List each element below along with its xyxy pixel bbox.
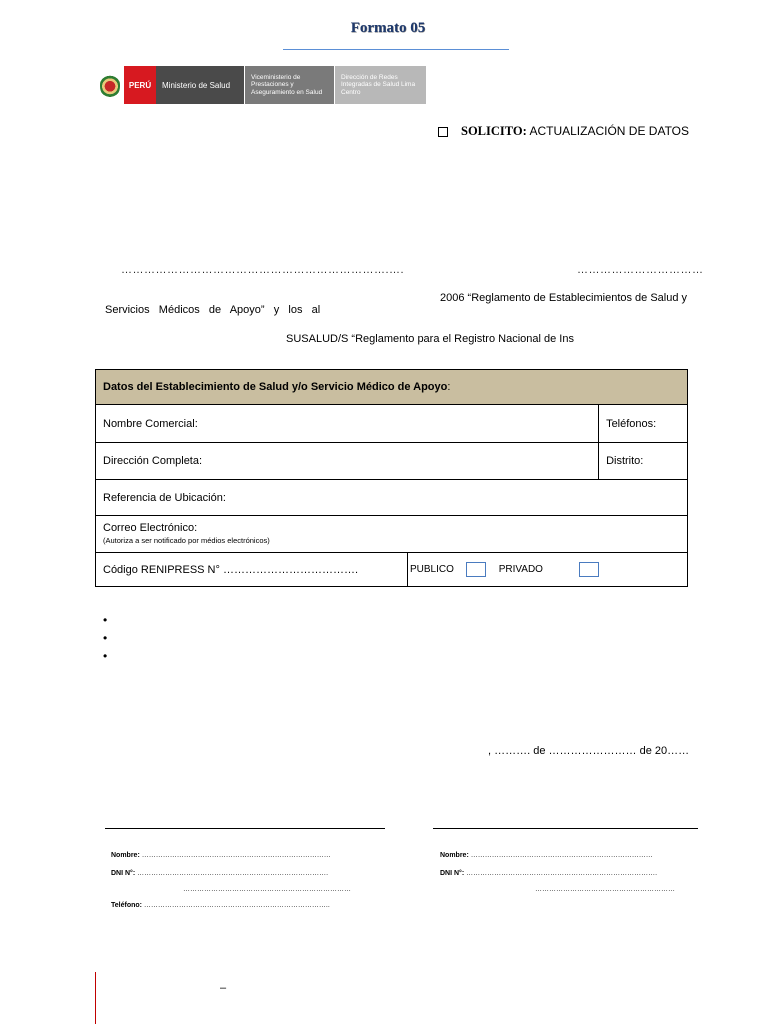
tipo-field <box>408 553 688 587</box>
referencia-label: Referencia de Ubicación: <box>103 491 226 504</box>
correo-note: (Autoriza a ser notificado por médios electrónicos) <box>103 535 270 545</box>
solicito-text: ACTUALIZACIÓN DE DATOS <box>529 124 690 138</box>
correo-field[interactable] <box>96 516 688 553</box>
name-dots-field[interactable]: …………………………………………………………….…. <box>121 264 405 276</box>
solicito-label: SOLICITO: <box>461 124 527 138</box>
renipress-field[interactable] <box>96 553 408 587</box>
signature-line-left <box>105 828 385 829</box>
telefonos-field[interactable] <box>599 405 688 443</box>
sig-right-dni[interactable]: DNI N°: ………………………………………………………………………. <box>440 870 658 877</box>
establishment-form-table <box>95 369 688 587</box>
logo-peru: PERÚ <box>124 66 156 104</box>
list-item-bullet: • <box>103 613 108 627</box>
signature-line-right <box>433 828 698 829</box>
sig-left-telefono[interactable]: Teléfono: …………………………………………………………………….. <box>111 902 330 909</box>
sig-left-dni[interactable]: DNI N°: ………………………………………………………………………. <box>111 870 329 877</box>
solicito-line <box>461 124 689 139</box>
form-header-text: Datos del Establecimiento de Salud y/o Servicio Médico de Apoyo <box>103 381 448 393</box>
body-line-1: 2006 “Reglamento de Establecimientos de Salud y <box>440 292 688 304</box>
referencia-field[interactable] <box>96 480 688 516</box>
logo-vice-ministry: Viceministerio de Prestaciones y Aseguramiento en Salud <box>244 66 334 104</box>
logo-ministry: Ministerio de Salud <box>156 66 244 104</box>
sig-left-extra[interactable]: ……………………………………………………………… <box>183 886 351 893</box>
renipress-label: Código RENIPRESS N° ………………………………. <box>103 563 358 576</box>
sig-left-nombre[interactable]: Nombre: ……………………………………………………………………… <box>111 852 331 859</box>
direccion-label: Dirección Completa: <box>103 455 203 467</box>
solicito-checkbox[interactable] <box>438 127 448 137</box>
list-item-bullet: • <box>103 631 108 645</box>
body-line-2: Servicios Médicos de Apoyo” y los al <box>105 304 321 316</box>
direccion-field[interactable] <box>96 443 599 480</box>
correo-label: Correo Electrónico: <box>103 521 198 534</box>
sig-right-nombre[interactable]: Nombre: …………………………………………………………………… <box>440 852 653 859</box>
page-title: Formato 05 <box>350 20 426 36</box>
ministry-logo <box>96 66 426 104</box>
telefonos-label: Teléfonos: <box>606 417 657 430</box>
logo-direction: Dirección de Redes Integradas de Salud Lima Centro <box>334 66 426 104</box>
form-header <box>96 370 688 405</box>
footer-red-rule <box>95 972 96 1024</box>
list-item-bullet: • <box>103 649 108 663</box>
privado-checkbox[interactable] <box>579 562 599 577</box>
nombre-comercial-field[interactable] <box>96 405 599 443</box>
form-header-colon: : <box>447 381 451 393</box>
title-underline <box>283 49 509 50</box>
distrito-field[interactable] <box>599 443 688 480</box>
publico-label: PUBLICO <box>410 564 454 576</box>
dni-dots-field[interactable]: …………………………… <box>577 264 704 276</box>
coat-of-arms-icon <box>96 66 124 104</box>
publico-checkbox[interactable] <box>466 562 486 577</box>
date-line[interactable]: , ………. de …………………… de 20…… <box>488 745 690 757</box>
nombre-comercial-label: Nombre Comercial: <box>103 417 198 430</box>
sig-right-extra[interactable]: …………………………………………………… <box>535 886 675 893</box>
footer-dash: – <box>220 982 227 994</box>
body-line-3: SUSALUD/S “Reglamento para el Registro Nacional de Ins <box>286 333 574 345</box>
distrito-label: Distrito: <box>606 455 644 467</box>
privado-label: PRIVADO <box>498 564 543 576</box>
